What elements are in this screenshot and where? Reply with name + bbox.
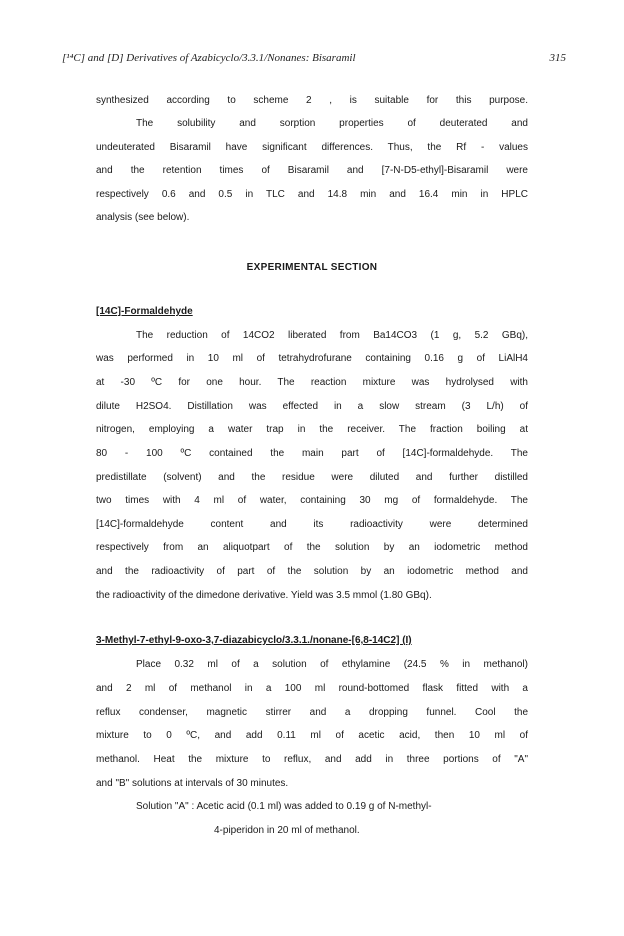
running-title: [¹⁴C] and [D] Derivatives of Azabicyclo/3.3.1/Nonanes: Bisaramil bbox=[62, 52, 356, 64]
compound-line: mixture to 0 ºC, and add 0.11 ml of acetic acid, then 10 ml of bbox=[96, 730, 528, 741]
section-title: EXPERIMENTAL SECTION bbox=[246, 262, 378, 273]
compound-heading: 3-Methyl-7-ethyl-9-oxo-3,7-diazabicyclo/3.3.1./nonane-[6,8-14C2] (I) bbox=[96, 635, 412, 646]
compound-line: methanol. Heat the mixture to reflux, and add in three portions of "A" bbox=[96, 754, 528, 765]
compound-line: 4-piperidon in 20 ml of methanol. bbox=[214, 825, 360, 836]
formaldehyde-line: respectively from an aliquotpart of the solution by an iodometric method bbox=[96, 542, 528, 553]
compound-line: reflux condenser, magnetic stirrer and a dropping funnel. Cool the bbox=[96, 707, 528, 718]
formaldehyde-line: dilute H2SO4. Distillation was effected in a slow stream (3 L/h) of bbox=[96, 401, 528, 412]
intro-line: The solubility and sorption properties of deuterated and bbox=[136, 118, 528, 129]
intro-line: analysis (see below). bbox=[96, 212, 190, 223]
formaldehyde-line: two times with 4 ml of water, containing 30 mg of formaldehyde. The bbox=[96, 495, 528, 506]
intro-line: and the retention times of Bisaramil and [7-N-D5-ethyl]-Bisaramil were bbox=[96, 165, 528, 176]
intro-line: synthesized according to scheme 2 , is suitable for this purpose. bbox=[96, 95, 528, 106]
formaldehyde-line: [14C]-formaldehyde content and its radioactivity were determined bbox=[96, 519, 528, 530]
formaldehyde-line: 80 - 100 ºC contained the main part of [14C]-formaldehyde. The bbox=[96, 448, 528, 459]
compound-line: and 2 ml of methanol in a 100 ml round-bottomed flask fitted with a bbox=[96, 683, 528, 694]
formaldehyde-line: at -30 ºC for one hour. The reaction mixture was hydrolysed with bbox=[96, 377, 528, 388]
intro-line: undeuterated Bisaramil have significant differences. Thus, the Rf - values bbox=[96, 142, 528, 153]
formaldehyde-heading: [14C]-Formaldehyde bbox=[96, 306, 193, 317]
intro-line: respectively 0.6 and 0.5 in TLC and 14.8 min and 16.4 min in HPLC bbox=[96, 189, 528, 200]
formaldehyde-line: nitrogen, employing a water trap in the receiver. The fraction boiling at bbox=[96, 424, 528, 435]
formaldehyde-line: predistillate (solvent) and the residue were diluted and further distilled bbox=[96, 472, 528, 483]
formaldehyde-line: The reduction of 14CO2 liberated from Ba14CO3 (1 g, 5.2 GBq), bbox=[136, 330, 528, 341]
page-number: 315 bbox=[549, 52, 566, 64]
formaldehyde-line: and the radioactivity of part of the solution by an iodometric method and bbox=[96, 566, 528, 577]
running-header bbox=[62, 52, 566, 64]
compound-line: Solution "A" : Acetic acid (0.1 ml) was added to 0.19 g of N-methyl- bbox=[136, 801, 432, 812]
formaldehyde-line: the radioactivity of the dimedone derivative. Yield was 3.5 mmol (1.80 GBq). bbox=[96, 590, 432, 601]
compound-line: Place 0.32 ml of a solution of ethylamine (24.5 % in methanol) bbox=[136, 659, 528, 670]
formaldehyde-line: was performed in 10 ml of tetrahydrofurane containing 0.16 g of LiAlH4 bbox=[96, 353, 528, 364]
compound-line: and "B" solutions at intervals of 30 minutes. bbox=[96, 778, 289, 789]
